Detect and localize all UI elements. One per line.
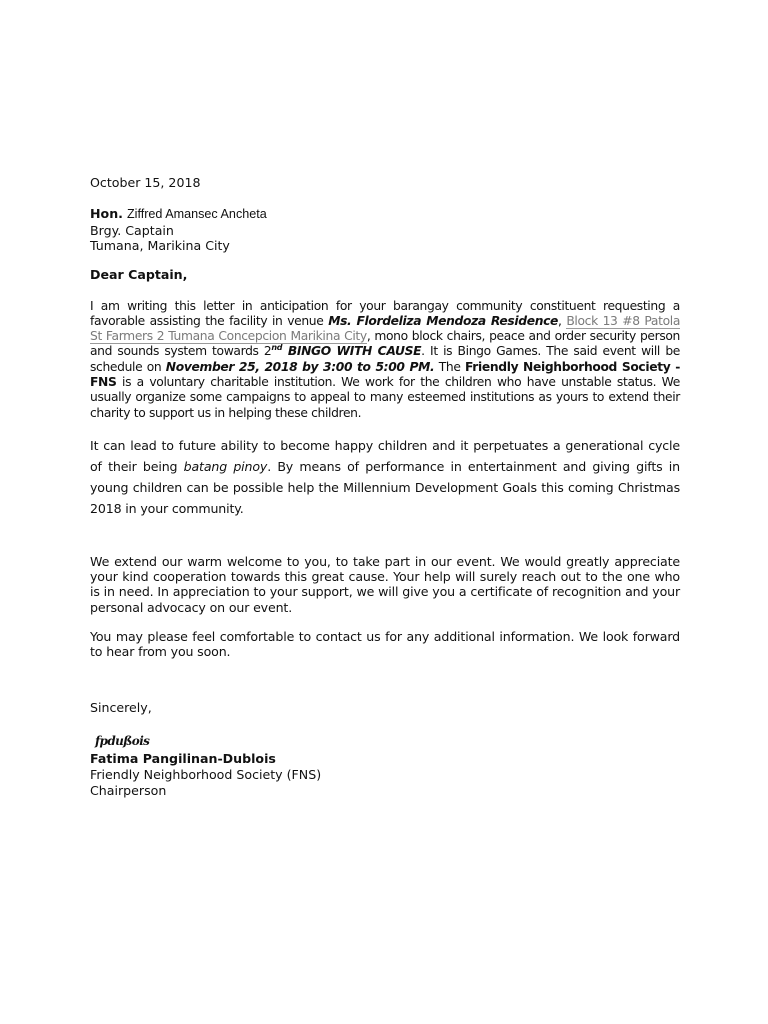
org-name: Friendly Neighborhood Society - FNS (90, 359, 680, 389)
signature-area (95, 733, 680, 751)
signature: fpdußois (95, 733, 150, 748)
addressee-name: Ziffred Amansec Ancheta (126, 207, 267, 221)
addressee-block (90, 206, 680, 254)
addressee-location: Tumana, Marikina City (90, 238, 230, 253)
venue-address-link[interactable]: Block 13 #8 Patola St Farmers 2 Tumana Concepcion Marikina City (90, 313, 681, 344)
addressee-name-line (90, 206, 680, 223)
p2-text-2: . By means of performance in entertainment and giving gifts in young children can be possible help the Millennium Development Goals this coming Christmas 2018 in your community. (90, 458, 680, 516)
p1-comma: , (558, 313, 567, 328)
venue-name: Ms. Flordeliza Mendoza Residence (328, 313, 559, 328)
p1-text-1: I am writing this letter in anticipation for your barangay community constituent requesting a favorable assisting the facility in venue (90, 298, 680, 328)
salutation: Dear Captain, (90, 266, 188, 282)
batang-pinoy-phrase: batang pinoy (183, 458, 268, 474)
event-name: BINGO WITH CAUSE (282, 344, 422, 359)
p1-text-5: is a voluntary charitable institution. We work for the children who have unstable status. We usually organize some campaigns to appeal to many esteemed institutions as yours to extend their charity to support us in helping these children. (90, 374, 680, 420)
letter-page (90, 174, 680, 799)
letter-date: October 15, 2018 (90, 175, 201, 190)
addressee-title: Brgy. Captain (90, 222, 174, 238)
paragraph-purpose (90, 435, 680, 519)
ordinal-suffix: nd (271, 343, 283, 353)
p1-text-4: The (434, 359, 466, 374)
p1-text-3: . It is Bingo Games. The said event will be schedule on (90, 344, 680, 374)
signer-name: Fatima Pangilinan-Dublois (90, 750, 276, 766)
paragraph-contact: You may please feel comfortable to contact us for any additional information. We look forward to hear from you soon. (90, 629, 680, 660)
signer-position: Chairperson (90, 782, 167, 798)
addressee-honorific: Hon. (90, 206, 123, 221)
p2-text-1: It can lead to future ability to become happy children and it perpetuates a generational cycle of their being (90, 437, 680, 474)
signer-organization: Friendly Neighborhood Society (FNS) (90, 766, 322, 782)
paragraph-welcome: We extend our warm welcome to you, to take part in our event. We would greatly appreciate your kind cooperation towards this great cause. Your help will surely reach out to the one who is in need. In appreciation to your support, we will give you a certificate of recognition and your personal advocacy on our event. (90, 553, 680, 615)
paragraph-request (90, 299, 680, 421)
closing: Sincerely, (90, 699, 152, 715)
event-schedule: November 25, 2018 by 3:00 to 5:00 PM. (165, 359, 435, 374)
p1-text-2: , mono block chairs, peace and order security person and sounds system towards 2 (90, 329, 680, 359)
